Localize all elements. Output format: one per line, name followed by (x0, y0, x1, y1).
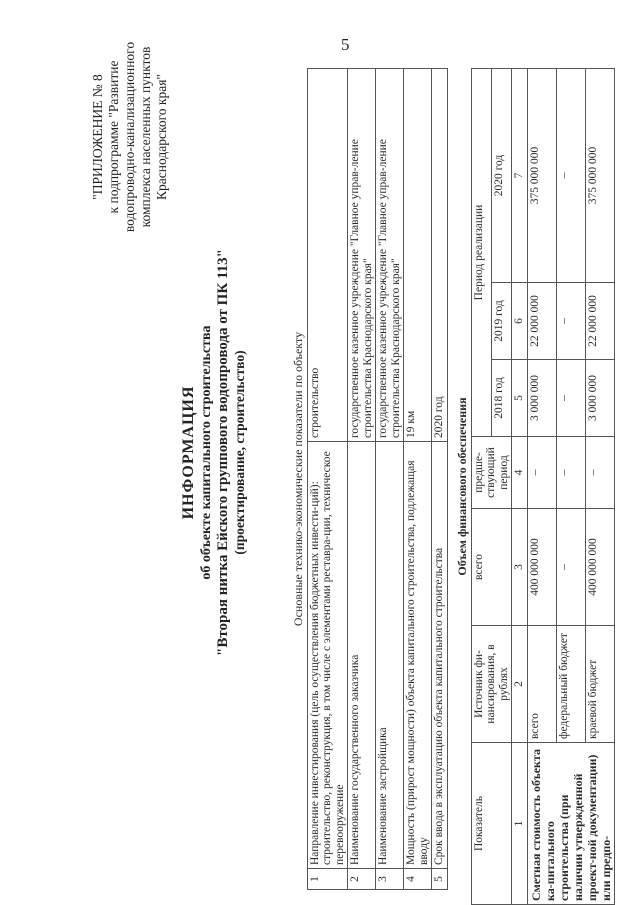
row-label: Наименование государственного заказчика (348, 442, 376, 869)
document-subtitle: об объекте капитального строительства (199, 325, 214, 580)
value-2018-cell: 3 000 000 (585, 360, 614, 437)
prior-cell: – (527, 437, 556, 509)
row-number: 3 (376, 869, 404, 890)
value-2019-cell: 22 000 000 (527, 283, 556, 360)
value-2020-cell: 375 000 000 (585, 69, 614, 283)
appendix-line: "ПРИЛОЖЕНИЕ № 8 (90, 74, 105, 200)
value-2020-cell: 375 000 000 (527, 69, 556, 283)
row-number: 2 (348, 869, 376, 890)
row-number: 5 (432, 869, 448, 890)
table-row (348, 69, 376, 890)
total-cell: 400 000 000 (585, 509, 614, 626)
column-number-row (512, 69, 528, 905)
object-stage: (проектирование, строительство) (232, 350, 247, 555)
value-2020-cell: – (556, 69, 585, 283)
header-period: Период реализации (471, 69, 491, 437)
table-row (307, 69, 348, 890)
total-cell: 400 000 000 (527, 509, 556, 626)
row-label: Наименование застройщика (376, 442, 404, 869)
source-cell: федеральный бюджет (556, 626, 585, 743)
column-number: 6 (512, 283, 528, 360)
row-label: Направление инвестирования (цель осуществления бюджетных инвести-ций): строительство, реконструкция, в том числе с элементами реставра-ции, техническое перевооружение (307, 442, 348, 869)
header-2020: 2020 год (491, 69, 511, 283)
header-indicator: Показатель (471, 743, 512, 905)
value-2018-cell: 3 000 000 (527, 360, 556, 437)
header-source: Источник фи-нансирования, в рублях (471, 626, 512, 743)
header-row (471, 69, 491, 905)
value-2019-cell: 22 000 000 (585, 283, 614, 360)
column-number: 5 (512, 360, 528, 437)
row-value: строительство (307, 69, 348, 442)
prior-cell: – (556, 437, 585, 509)
column-number: 3 (512, 509, 528, 626)
value-2018-cell: – (556, 360, 585, 437)
document-heading (179, 0, 248, 905)
table-row (404, 69, 432, 890)
total-cell: – (556, 509, 585, 626)
row-label: Срок ввода в эксплуатацию объекта капитального строительства (432, 442, 448, 869)
row-label: Мощность (прирост мощности) объекта капитального строительства, подлежащая вводу (404, 442, 432, 869)
row-value: государственное казенное учреждение "Главное управ-ление строительства Краснодарского края" (376, 69, 404, 442)
source-cell: всего (527, 626, 556, 743)
row-value: государственное казенное учреждение "Главное управ-ление строительства Краснодарского края" (348, 69, 376, 442)
fin-section-title: Объем финансового обеспечения (455, 397, 469, 576)
indicator-label: Сметная стоимость объекта ка-питального строительства (при наличии утвержденной проект-ной документации) или предпо- (527, 743, 614, 905)
header-total: всего (471, 509, 512, 626)
column-number: 4 (512, 437, 528, 509)
page-number: 5 (341, 35, 350, 54)
appendix-line: Краснодарского края" (154, 74, 169, 200)
column-number: 7 (512, 69, 528, 283)
appendix-line: водопроводно-канализационного (122, 41, 137, 233)
tech-section-title: Основные технико-экономические показатели по объекту (291, 331, 305, 627)
tech-indicators-table (290, 68, 448, 890)
appendix-note (90, 7, 170, 267)
row-number: 1 (307, 869, 348, 890)
column-number: 2 (512, 626, 528, 743)
column-number: 1 (512, 743, 528, 905)
table-row (376, 69, 404, 890)
header-2018: 2018 год (491, 360, 511, 437)
appendix-line: комплекса населенных пунктов (138, 46, 153, 228)
row-number: 4 (404, 869, 432, 890)
table-row (527, 69, 556, 905)
value-2019-cell: – (556, 283, 585, 360)
appendix-line: к подпрограмме "Развитие (106, 60, 121, 214)
header-prior: предше-ствующий период (471, 437, 512, 509)
financing-table (454, 68, 615, 905)
table-row (432, 69, 448, 890)
row-value: 19 км (404, 69, 432, 442)
prior-cell: – (585, 437, 614, 509)
source-cell: краевой бюджет (585, 626, 614, 743)
document-title: ИНФОРМАЦИЯ (180, 385, 197, 520)
object-name: "Вторая нитка Ейского группового водопровода от ПК 113" (215, 249, 231, 656)
header-2019: 2019 год (491, 283, 511, 360)
row-value: 2020 год (432, 69, 448, 442)
